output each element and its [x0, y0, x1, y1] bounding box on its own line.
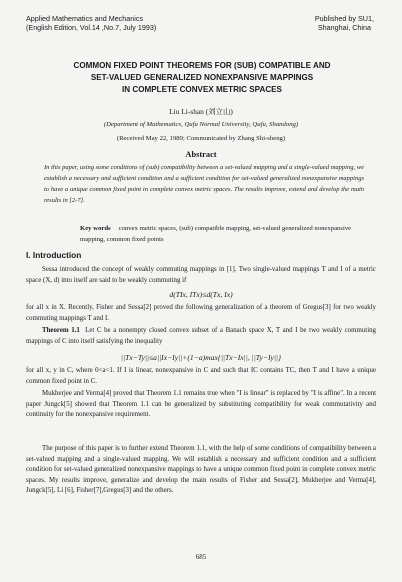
- paragraph-4-text: Mukherjee and Verma[4] proved that Theorem 1.1 remains true when "I is linear" is replaced by "I is affine". In a recent paper Jungck[5] showed that Theorem 1.1 can be generalized by substituting compatibility for weak commutativity and continuity for the nonexpansive requirement.: [26, 390, 376, 418]
- paragraph-1-text: Sessa introduced the concept of weakly commuting mappings in [1]. Two single-valued mappings T and I of a metric space (X, d) into itself are said to be weakly commuting if: [26, 266, 376, 284]
- author-name: Liu Li-shan (刘立山): [169, 107, 233, 116]
- journal-header: [26, 14, 156, 32]
- theorem-label: Theorem 1.1: [42, 327, 80, 334]
- author-affiliation: (Department of Mathematics, Qufu Normal University, Qufu, Shandong): [103, 121, 299, 128]
- equation-inequality: ||Tx−Ty||≤a||Ix−Iy||+(1−a)max{||Tx−Ix||, ||Ty−Iy||}: [120, 353, 282, 362]
- journal-volume: (English Edition, Vol.14 ,No.7, July 1993): [26, 23, 157, 32]
- keywords-text: convex metric spaces, (sub) compatible mapping, set-valued generalized nonexpansive mapping, common fixed points: [80, 225, 352, 243]
- publisher-name: Published by SU1,: [314, 14, 374, 23]
- keywords-label: Key words: [80, 225, 111, 232]
- equation-weak-commuting: d(TIx, ITx)≤d(Tx, Ix): [169, 290, 233, 299]
- title-line-3: IN COMPLETE CONVEX METRIC SPACES: [122, 85, 282, 94]
- keywords: [80, 224, 360, 245]
- abstract-body: In this paper, using some conditions of (sub) compatibility between a set-valued mapping and a single-valued mapping, we establish a necessary and sufficient condition and a sufficient condition for set-valued generalized nonexpansive mappings to have a unique common fixed point in complete convex metric spaces. The results improve, extend and develop the main results in [2-7].: [44, 164, 364, 204]
- page-number: 685: [195, 553, 207, 561]
- paragraph-4: [26, 389, 376, 421]
- paragraph-1: [26, 265, 376, 286]
- paragraph-5: [26, 444, 376, 497]
- title-line-1: COMMON FIXED POINT THEOREMS FOR (SUB) COMPATIBLE AND: [73, 61, 331, 70]
- abstract-heading: Abstract: [185, 150, 217, 159]
- paragraph-3-text: for all x, y in C, where 0<a<1. If I is linear, nonexpansive in C and such that IC contains TC, then T and I have a unique common fixed point in C.: [26, 367, 376, 385]
- theorem-1-1: [26, 326, 376, 347]
- paragraph-2-text: for all x in X. Recently, Fisher and Sessa[2] proved the following generalization of a theorem of Gregus[3] for two weakly commuting mappings T and I.: [26, 304, 376, 322]
- paper-title: [22, 60, 382, 96]
- publisher-header: [315, 14, 374, 32]
- section-heading: I. Introduction: [26, 250, 82, 260]
- title-line-2: SET-VALUED GENERALIZED NONEXPANSIVE MAPPINGS: [90, 73, 314, 82]
- theorem-text: Let C be a nonempty closed convex subset of a Banach space X, T and I be two weakly commuting mappings of C into itself satisfying the inequality: [26, 327, 377, 345]
- paragraph-2: [26, 303, 376, 324]
- received-date: (Received May 22, 1989; Communicated by Zhang Shi-sheng): [116, 135, 286, 142]
- paragraph-3: [26, 366, 376, 387]
- journal-name: Applied Mathematics and Mechanics: [26, 14, 144, 23]
- paragraph-5-text: The purpose of this paper is to further extend Theorem 1.1, with the help of some conditions of compatibility between a set-valued mapping and a single-valued mapping. We will establish a necessary and sufficient condition and a sufficient condition for set-valued generalized nonexpansive mappings to have a unique common fixed point in complete convex metric spaces. My results improve, generalize and develop the main results of Fisher and Sessa[2], Mukherjee and Verma[4], Jungck[5], Li [6], Fisher[7],Gregus[3] and the others.: [26, 445, 376, 494]
- publisher-location: Shanghai, China: [317, 23, 371, 32]
